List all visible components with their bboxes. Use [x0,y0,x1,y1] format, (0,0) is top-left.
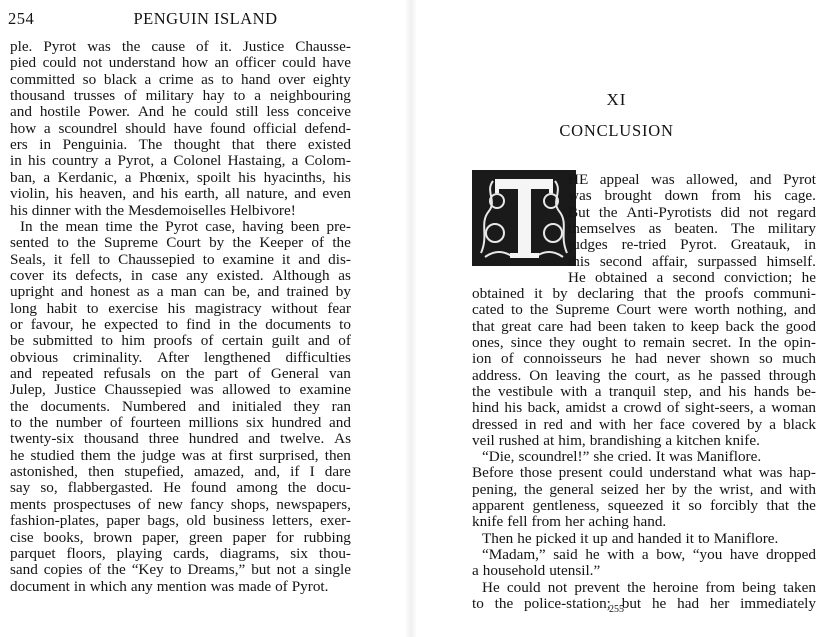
text-line: In the mean time the Pyrot case, having been pre- [20,217,351,235]
text-line: violin, his heaven, and his earth, all nature, and even [10,185,351,203]
text-line: apparent gentleness, squeezed it so forcibly that the [472,497,816,514]
text-line: parquet floors, playing cards, diagrams, six thou- [10,544,351,562]
dropcap-initial-t [472,170,576,266]
text-line: obtained it by declaring that the proofs communi- [472,285,816,303]
text-line: ion of connoisseurs he had never shown so much [472,350,816,368]
text-line: the documents. Numbered and initialed they ran [10,397,351,415]
text-line: address. On leaving the court, as he passed through [472,366,816,384]
text-line: “Madam,” said he with a bow, “you have dropped [482,545,816,563]
text-line: Before those present could understand what was hap- [472,464,816,482]
text-line: cated to the Supreme Court were worth nothing, and [472,301,816,319]
text-line: say so, flabbergasted. He found among the docu- [10,479,351,497]
text-line: document in which any mention was made of Pyrot. [10,577,329,595]
text-line: to the number of fourteen millions six hundred and [10,414,351,432]
text-line: ers in Penguinia. The thought that there existed [10,136,351,154]
left-page-header [8,9,403,29]
chapter-title: CONCLUSION [559,121,674,140]
text-line: cover its defects, in case any existed. Although as [10,266,351,284]
text-line: a household utensil.” [472,562,601,580]
text-line: his dinner with the Mesdemoiselles Helbivore! [10,201,296,219]
text-line: knife fell from her aching hand. [472,513,667,531]
text-line: ones, since they ought to remain secret. In the opin- [472,334,816,351]
text-line: But the Anti-Pyrotists did not regard [568,203,816,221]
running-head: PENGUIN ISLAND [133,9,278,28]
text-line: sand copies of the “Key to Dreams,” but not a single [10,561,351,579]
text-line: and repeated refusals on the part of General van [10,365,351,382]
text-line: “Die, scoundrel!” she cried. It was Maniflore. [482,448,762,466]
text-line: he studied them the judge was at first surprised, then [10,446,351,464]
text-line: how a scoundrel should have found official defend- [10,119,351,137]
right-page [411,0,822,637]
text-line: obvious criminality. After lengthened difficulties [10,348,351,366]
text-line: ple. Pyrot was the cause of it. Justice Chausse- [10,38,351,55]
text-line: committed so black a crime as to hand over eighty [10,70,351,88]
text-line: Julep, Justice Chaussepied was allowed to examine [10,381,351,399]
text-line: themselves as beaten. The military [568,219,816,237]
text-line: cise books, brown paper, green paper for rubbing [10,528,351,546]
text-line: that great care had been taken to keep back the good [472,317,816,335]
text-line: to the police-station; but he had her immediately [472,594,816,612]
text-line: judges re-tried Pyrot. Greatauk, in [568,236,816,254]
page-number-right: 255 [609,604,624,615]
text-line: Then he picked it up and handed it to Maniflore. [482,529,779,547]
text-line: He could not prevent the heroine from being taken [482,578,816,596]
text-line: fashion-plates, paper bags, old business letters, exer- [10,512,351,530]
text-line: pied could not understand how an officer could have [10,54,351,72]
text-line: pening, the general seized her by the wrist, and with [472,480,816,498]
text-line: sented to the Supreme Court by the Keeper of the [10,234,351,252]
text-line: ban, a Kerdanic, a Phœnix, spoilt his hyacinths, his [10,168,351,186]
dropcap-ornament-icon [475,173,573,263]
text-line: or favour, he expected to find in the documents to [10,315,351,333]
text-line: ments prospectuses of new fancy shops, newspapers, [10,495,351,513]
chapter-number: XI [606,90,627,109]
page-number-left: 254 [8,9,35,28]
text-line: in his country a Pyrot, a Colonel Hastaing, a Colom- [10,152,351,170]
text-line: twenty-six thousand three hundred and twelve. As [10,430,351,448]
text-line: He obtained a second conviction; he [568,268,816,286]
text-line: Seals, it fell to Chaussepied to examine it and dis- [10,250,351,268]
text-line: veil rushed at him, brandishing a kitchen knife. [472,431,760,449]
text-line: upright and honest as a man can be, and trained by [10,283,351,301]
text-line: astonished, then stupefied, amazed, and, if I dare [10,463,351,481]
text-line: hind his back, amidst a crowd of sight-seers, a woman [472,399,816,417]
text-line: be submitted to him proofs of certain guilt and of [10,332,351,350]
text-line: the vestibule with a tranquil step, and his hands be- [472,382,816,400]
text-line: dressed in red and with her face covered by a black [472,415,816,433]
text-line: and hostile Power. And he could still less conceive [10,103,351,121]
text-line: thousand trusses of military hay to a neighbouring [10,87,351,105]
text-line: was brought down from his cage. [568,187,816,205]
text-line: this second affair, surpassed himself. [568,252,816,270]
text-line: HE appeal was allowed, and Pyrot [568,171,816,188]
text-line: long habit to exercise his magistracy without fear [10,299,351,317]
